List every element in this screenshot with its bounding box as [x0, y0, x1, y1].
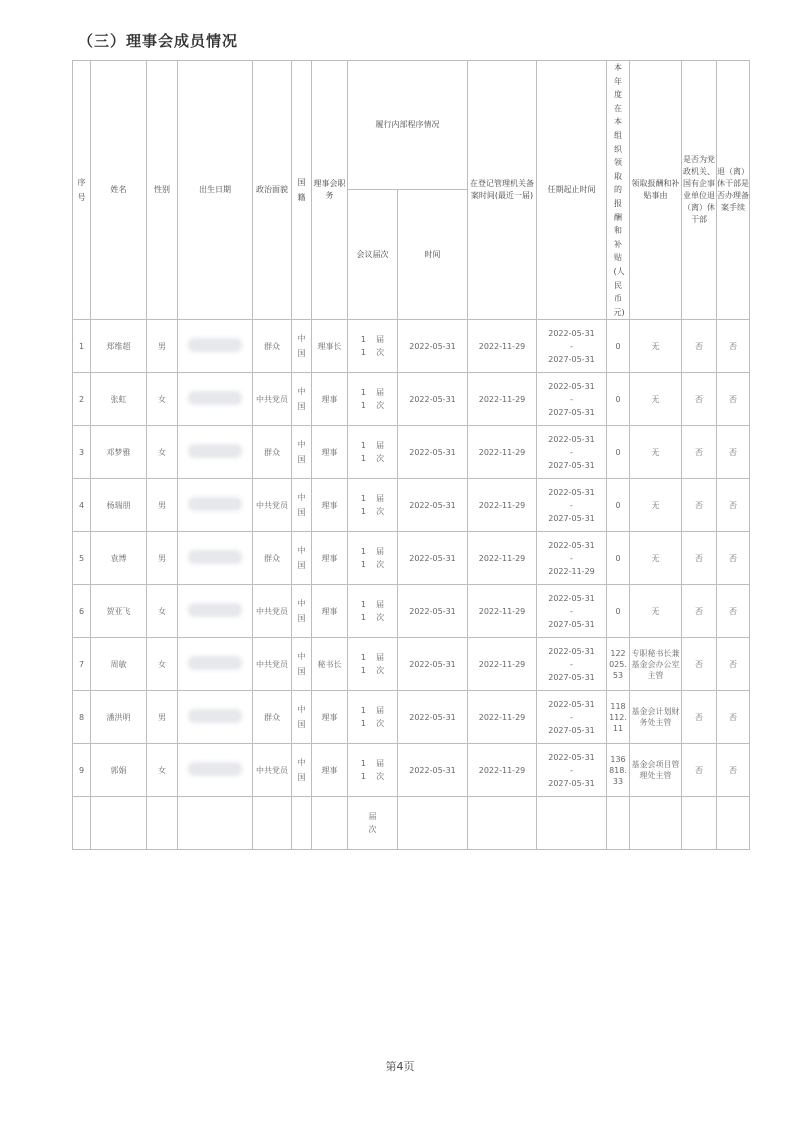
- birth-date-cell: [178, 426, 253, 479]
- birth-date-cell: [178, 373, 253, 426]
- compensation-cell: 0: [607, 479, 630, 532]
- name-cell: 周敏: [91, 638, 147, 691]
- gender-cell: 男: [147, 532, 178, 585]
- position-cell: 理事: [312, 691, 348, 744]
- term-separator: -: [570, 394, 573, 404]
- position-cell: 理事: [312, 373, 348, 426]
- session-jie: 1 届: [360, 759, 385, 769]
- session-cell: [348, 373, 398, 426]
- table-row: [73, 691, 750, 744]
- reason-cell: 基金会计划财务处主管: [630, 691, 682, 744]
- redacted-birth-date: [191, 447, 239, 455]
- gender-cell: 女: [147, 426, 178, 479]
- nationality-cell: 中国: [292, 426, 312, 479]
- position-cell: 理事: [312, 426, 348, 479]
- retired-cadre-cell: 否: [682, 320, 717, 373]
- retired-filing-cell: 否: [717, 744, 750, 797]
- position-cell: 理事: [312, 479, 348, 532]
- empty-cell: [468, 797, 537, 850]
- compensation-cell: 0: [607, 532, 630, 585]
- term-cell: [537, 426, 607, 479]
- retired-filing-cell: 否: [717, 691, 750, 744]
- gender-cell: 女: [147, 744, 178, 797]
- nationality-cell: 中国: [292, 585, 312, 638]
- reason-cell: 无: [630, 585, 682, 638]
- term-end: 2027-05-31: [548, 619, 595, 629]
- filing-time-cell: 2022-11-29: [468, 691, 537, 744]
- table-row: [73, 320, 750, 373]
- birth-date-cell: [178, 479, 253, 532]
- term-separator: -: [570, 447, 573, 457]
- position-cell: 理事: [312, 744, 348, 797]
- retired-filing-cell: 否: [717, 426, 750, 479]
- empty-session-cell: [348, 797, 398, 850]
- nationality-cell: 中国: [292, 373, 312, 426]
- table-row: [73, 373, 750, 426]
- session-ci: 1 次: [360, 454, 385, 464]
- empty-cell: [91, 797, 147, 850]
- seq-cell: 7: [73, 638, 91, 691]
- name-cell: 杨瑞朋: [91, 479, 147, 532]
- name-cell: 郭娟: [91, 744, 147, 797]
- compensation-cell: 136818.33: [607, 744, 630, 797]
- reason-cell: 无: [630, 479, 682, 532]
- name-cell: 贺亚飞: [91, 585, 147, 638]
- table-row: [73, 744, 750, 797]
- filing-time-cell: 2022-11-29: [468, 426, 537, 479]
- empty-cell: [73, 797, 91, 850]
- redacted-birth-date: [191, 394, 239, 402]
- filing-time-cell: 2022-11-29: [468, 479, 537, 532]
- term-start: 2022-05-31: [548, 381, 595, 391]
- birth-date-cell: [178, 585, 253, 638]
- retired-cadre-cell: 否: [682, 479, 717, 532]
- term-separator: -: [570, 606, 573, 616]
- retired-filing-cell: 否: [717, 638, 750, 691]
- table-row: [73, 479, 750, 532]
- redacted-birth-date: [191, 659, 239, 667]
- filing-time-cell: 2022-11-29: [468, 532, 537, 585]
- empty-cell: [607, 797, 630, 850]
- seq-cell: 9: [73, 744, 91, 797]
- empty-cell: [178, 797, 253, 850]
- retired-filing-cell: 否: [717, 479, 750, 532]
- redacted-birth-date: [191, 765, 239, 773]
- gender-cell: 男: [147, 691, 178, 744]
- political-cell: 群众: [253, 532, 292, 585]
- header-meeting-session: 会议届次: [348, 190, 398, 320]
- session-cell: [348, 744, 398, 797]
- session-ci: 1 次: [360, 666, 385, 676]
- gender-cell: 男: [147, 479, 178, 532]
- term-start: 2022-05-31: [548, 487, 595, 497]
- retired-cadre-cell: 否: [682, 373, 717, 426]
- session-cell: [348, 585, 398, 638]
- nationality-cell: 中国: [292, 691, 312, 744]
- empty-cell: [630, 797, 682, 850]
- term-cell: [537, 479, 607, 532]
- term-separator: -: [570, 553, 573, 563]
- header-council-position: 理事会职务: [312, 61, 348, 320]
- session-ci: 1 次: [360, 613, 385, 623]
- nationality-cell: 中国: [292, 479, 312, 532]
- table-row: [73, 638, 750, 691]
- header-term: 任期起止时间: [537, 61, 607, 320]
- table-body: [73, 320, 750, 850]
- session-ci: 1 次: [360, 401, 385, 411]
- nationality-cell: 中国: [292, 744, 312, 797]
- name-cell: 邓梦雅: [91, 426, 147, 479]
- meeting-time-cell: 2022-05-31: [398, 691, 468, 744]
- session-jie: 1 届: [360, 600, 385, 610]
- term-end: 2027-05-31: [548, 460, 595, 470]
- birth-date-cell: [178, 638, 253, 691]
- meeting-time-cell: 2022-05-31: [398, 585, 468, 638]
- term-end: 2027-05-31: [548, 672, 595, 682]
- meeting-time-cell: 2022-05-31: [398, 744, 468, 797]
- retired-cadre-cell: 否: [682, 691, 717, 744]
- meeting-time-cell: 2022-05-31: [398, 373, 468, 426]
- session-ci-label: 次: [368, 825, 377, 835]
- retired-filing-cell: 否: [717, 320, 750, 373]
- section-title: （三）理事会成员情况: [78, 32, 239, 50]
- page-number: 第4页: [385, 1060, 415, 1073]
- term-separator: -: [570, 765, 573, 775]
- reason-cell: 无: [630, 532, 682, 585]
- retired-cadre-cell: 否: [682, 532, 717, 585]
- session-cell: [348, 638, 398, 691]
- term-start: 2022-05-31: [548, 699, 595, 709]
- empty-cell: [292, 797, 312, 850]
- compensation-cell: 0: [607, 426, 630, 479]
- name-cell: 郑维超: [91, 320, 147, 373]
- filing-time-cell: 2022-11-29: [468, 638, 537, 691]
- term-separator: -: [570, 712, 573, 722]
- reason-cell: 无: [630, 320, 682, 373]
- name-cell: 袁博: [91, 532, 147, 585]
- council-members-table: [72, 60, 750, 850]
- empty-cell: [147, 797, 178, 850]
- session-cell: [348, 532, 398, 585]
- filing-time-cell: 2022-11-29: [468, 585, 537, 638]
- position-cell: 秘书长: [312, 638, 348, 691]
- term-start: 2022-05-31: [548, 540, 595, 550]
- redacted-birth-date: [191, 712, 239, 720]
- header-compensation: 本年度在本组织领取的报酬和补贴(人民币元): [607, 61, 630, 320]
- term-end: 2027-05-31: [548, 513, 595, 523]
- header-retired-filing: 退（离）休干部是否办理备案手续: [717, 61, 750, 320]
- session-cell: [348, 479, 398, 532]
- term-end: 2027-05-31: [548, 725, 595, 735]
- seq-cell: 4: [73, 479, 91, 532]
- term-cell: [537, 585, 607, 638]
- redacted-birth-date: [191, 500, 239, 508]
- session-ci: 1 次: [360, 772, 385, 782]
- gender-cell: 女: [147, 638, 178, 691]
- term-end: 2022-11-29: [548, 566, 595, 576]
- meeting-time-cell: 2022-05-31: [398, 320, 468, 373]
- header-gender: 性别: [147, 61, 178, 320]
- political-cell: 中共党员: [253, 479, 292, 532]
- gender-cell: 男: [147, 320, 178, 373]
- term-cell: [537, 638, 607, 691]
- table-row: [73, 585, 750, 638]
- filing-time-cell: 2022-11-29: [468, 744, 537, 797]
- term-separator: -: [570, 659, 573, 669]
- meeting-time-cell: 2022-05-31: [398, 638, 468, 691]
- empty-cell: [537, 797, 607, 850]
- session-jie: 1 届: [360, 335, 385, 345]
- term-start: 2022-05-31: [548, 593, 595, 603]
- retired-filing-cell: 否: [717, 373, 750, 426]
- seq-cell: 1: [73, 320, 91, 373]
- term-cell: [537, 373, 607, 426]
- header-birth-date: 出生日期: [178, 61, 253, 320]
- retired-filing-cell: 否: [717, 585, 750, 638]
- session-cell: [348, 691, 398, 744]
- seq-cell: 8: [73, 691, 91, 744]
- birth-date-cell: [178, 691, 253, 744]
- position-cell: 理事: [312, 585, 348, 638]
- compensation-cell: 122025.53: [607, 638, 630, 691]
- compensation-cell: 118112.11: [607, 691, 630, 744]
- session-jie: 1 届: [360, 653, 385, 663]
- session-ci: 1 次: [360, 560, 385, 570]
- filing-time-cell: 2022-11-29: [468, 320, 537, 373]
- term-cell: [537, 744, 607, 797]
- session-jie: 1 届: [360, 494, 385, 504]
- empty-cell: [312, 797, 348, 850]
- session-jie-label: 届: [368, 812, 377, 822]
- redacted-birth-date: [191, 341, 239, 349]
- meeting-time-cell: 2022-05-31: [398, 532, 468, 585]
- session-cell: [348, 320, 398, 373]
- table-row: [73, 532, 750, 585]
- political-cell: 中共党员: [253, 638, 292, 691]
- session-jie: 1 届: [360, 388, 385, 398]
- retired-cadre-cell: 否: [682, 638, 717, 691]
- political-cell: 中共党员: [253, 373, 292, 426]
- political-cell: 中共党员: [253, 744, 292, 797]
- empty-cell: [398, 797, 468, 850]
- political-cell: 群众: [253, 426, 292, 479]
- birth-date-cell: [178, 532, 253, 585]
- header-name: 姓名: [91, 61, 147, 320]
- header-filing-time: 在登记管理机关备案时间(最近一届): [468, 61, 537, 320]
- term-start: 2022-05-31: [548, 752, 595, 762]
- empty-cell: [682, 797, 717, 850]
- header-compensation-reason: 领取报酬和补贴事由: [630, 61, 682, 320]
- retired-cadre-cell: 否: [682, 426, 717, 479]
- reason-cell: 专职秘书长兼基金会办公室主管: [630, 638, 682, 691]
- retired-cadre-cell: 否: [682, 585, 717, 638]
- seq-cell: 6: [73, 585, 91, 638]
- term-separator: -: [570, 341, 573, 351]
- compensation-cell: 0: [607, 320, 630, 373]
- header-procedure: 履行内部程序情况: [348, 61, 468, 190]
- session-cell: [348, 426, 398, 479]
- term-cell: [537, 691, 607, 744]
- term-start: 2022-05-31: [548, 646, 595, 656]
- term-start: 2022-05-31: [548, 328, 595, 338]
- session-ci: 1 次: [360, 348, 385, 358]
- redacted-birth-date: [191, 606, 239, 614]
- position-cell: 理事长: [312, 320, 348, 373]
- seq-cell: 5: [73, 532, 91, 585]
- header-seq: 序号: [73, 61, 91, 320]
- nationality-cell: 中国: [292, 638, 312, 691]
- empty-cell: [253, 797, 292, 850]
- session-jie: 1 届: [360, 441, 385, 451]
- term-end: 2027-05-31: [548, 407, 595, 417]
- term-cell: [537, 320, 607, 373]
- redacted-birth-date: [191, 553, 239, 561]
- reason-cell: 无: [630, 426, 682, 479]
- reason-cell: 基金会项目管理处主管: [630, 744, 682, 797]
- political-cell: 群众: [253, 320, 292, 373]
- seq-cell: 3: [73, 426, 91, 479]
- filing-time-cell: 2022-11-29: [468, 373, 537, 426]
- political-cell: 群众: [253, 691, 292, 744]
- nationality-cell: 中国: [292, 532, 312, 585]
- header-nationality: 国籍: [292, 61, 312, 320]
- table-header: [73, 61, 750, 320]
- header-retired-cadre: 是否为党政机关、国有企事业单位退（离）休干部: [682, 61, 717, 320]
- position-cell: 理事: [312, 532, 348, 585]
- header-political-status: 政治面貌: [253, 61, 292, 320]
- birth-date-cell: [178, 320, 253, 373]
- term-end: 2027-05-31: [548, 354, 595, 364]
- table-row: [73, 426, 750, 479]
- gender-cell: 女: [147, 373, 178, 426]
- meeting-time-cell: 2022-05-31: [398, 479, 468, 532]
- compensation-cell: 0: [607, 585, 630, 638]
- compensation-cell: 0: [607, 373, 630, 426]
- nationality-cell: 中国: [292, 320, 312, 373]
- retired-filing-cell: 否: [717, 532, 750, 585]
- header-meeting-time: 时间: [398, 190, 468, 320]
- term-cell: [537, 532, 607, 585]
- term-separator: -: [570, 500, 573, 510]
- session-ci: 1 次: [360, 507, 385, 517]
- seq-cell: 2: [73, 373, 91, 426]
- political-cell: 中共党员: [253, 585, 292, 638]
- retired-cadre-cell: 否: [682, 744, 717, 797]
- gender-cell: 女: [147, 585, 178, 638]
- reason-cell: 无: [630, 373, 682, 426]
- birth-date-cell: [178, 744, 253, 797]
- name-cell: 潘洪明: [91, 691, 147, 744]
- empty-cell: [717, 797, 750, 850]
- session-jie: 1 届: [360, 547, 385, 557]
- name-cell: 张虹: [91, 373, 147, 426]
- table-row-empty: [73, 797, 750, 850]
- term-start: 2022-05-31: [548, 434, 595, 444]
- session-jie: 1 届: [360, 706, 385, 716]
- session-ci: 1 次: [360, 719, 385, 729]
- term-end: 2027-05-31: [548, 778, 595, 788]
- meeting-time-cell: 2022-05-31: [398, 426, 468, 479]
